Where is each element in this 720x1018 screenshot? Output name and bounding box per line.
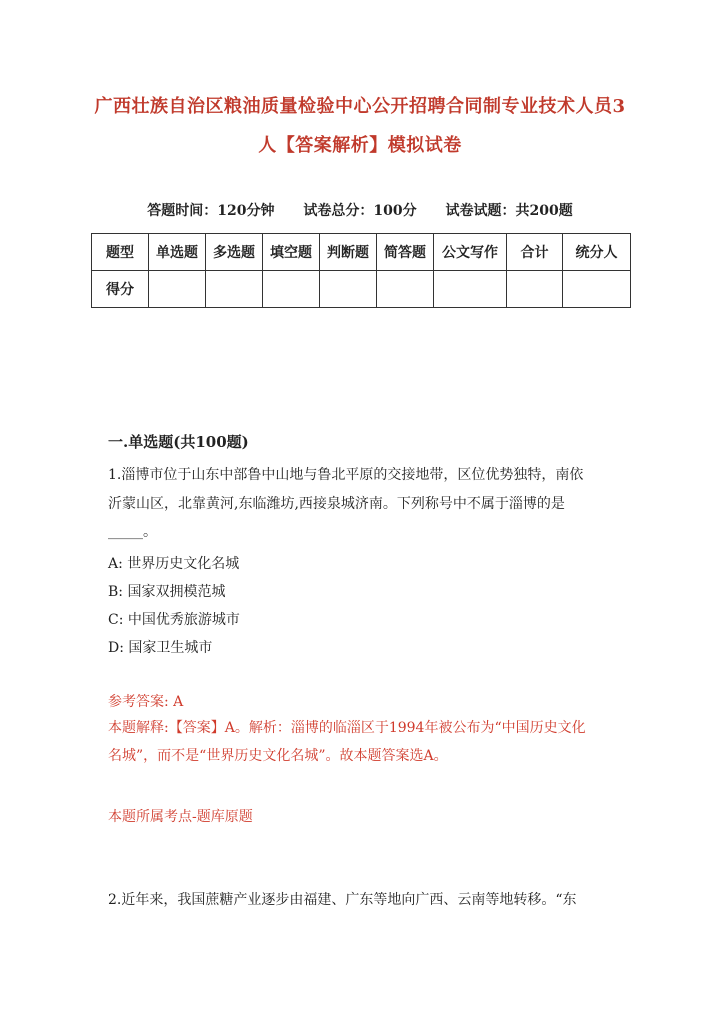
section-heading: 一.单选题(共100题) <box>108 433 249 451</box>
exam-title-line2: 人【答案解析】模拟试卷 <box>258 135 462 156</box>
topic-tag: 本题所属考点-题库原题 <box>108 809 253 825</box>
table-row-label: 得分 <box>92 271 149 308</box>
score-cell <box>563 271 631 308</box>
score-cell <box>507 271 563 308</box>
option-d: D: 国家卫生城市 <box>108 640 213 656</box>
table-header-cell: 多选题 <box>206 234 263 271</box>
explanation-line1: 本题解释:【答案】A。解析：淄博的临淄区于1994年被公布为“中国历史文化 <box>108 720 586 736</box>
question-1-line3: _____。 <box>108 524 157 540</box>
exam-total-score: 试卷总分：100分 <box>303 203 417 219</box>
exam-question-count: 试卷试题：共200题 <box>445 203 573 219</box>
table-header-cell: 公文写作 <box>434 234 507 271</box>
table-header-cell: 判断题 <box>320 234 377 271</box>
exam-time: 答题时间：120分钟 <box>147 203 275 219</box>
score-table <box>91 233 631 308</box>
option-b: B: 国家双拥模范城 <box>108 584 226 600</box>
option-a: A: 世界历史文化名城 <box>108 556 240 572</box>
table-header-cell: 题型 <box>92 234 149 271</box>
score-cell <box>206 271 263 308</box>
explanation-line2: 名城”，而不是“世界历史文化名城”。故本题答案选A。 <box>108 748 448 764</box>
reference-answer: 参考答案: A <box>108 694 184 710</box>
score-cell <box>263 271 320 308</box>
exam-meta <box>0 200 720 220</box>
table-header-cell: 统分人 <box>563 234 631 271</box>
exam-title-line1: 广西壮族自治区粮油质量检验中心公开招聘合同制专业技术人员3 <box>94 96 626 117</box>
score-cell <box>320 271 377 308</box>
score-cell <box>149 271 206 308</box>
score-cell <box>434 271 507 308</box>
question-1-line1: 1.淄博市位于山东中部鲁中山地与鲁北平原的交接地带，区位优势独特，南依 <box>108 467 584 483</box>
table-header-cell: 简答题 <box>377 234 434 271</box>
question-2-line1: 2.近年来，我国蔗糖产业逐步由福建、广东等地向广西、云南等地转移。“东 <box>108 892 577 908</box>
score-table-header-row <box>92 234 631 271</box>
option-c: C: 中国优秀旅游城市 <box>108 612 240 628</box>
table-header-cell: 单选题 <box>149 234 206 271</box>
table-header-cell: 合计 <box>507 234 563 271</box>
score-table-score-row <box>92 271 631 308</box>
score-cell <box>377 271 434 308</box>
question-1-line2: 沂蒙山区，北靠黄河,东临潍坊,西接泉城济南。下列称号中不属于淄博的是 <box>108 496 565 512</box>
table-header-cell: 填空题 <box>263 234 320 271</box>
